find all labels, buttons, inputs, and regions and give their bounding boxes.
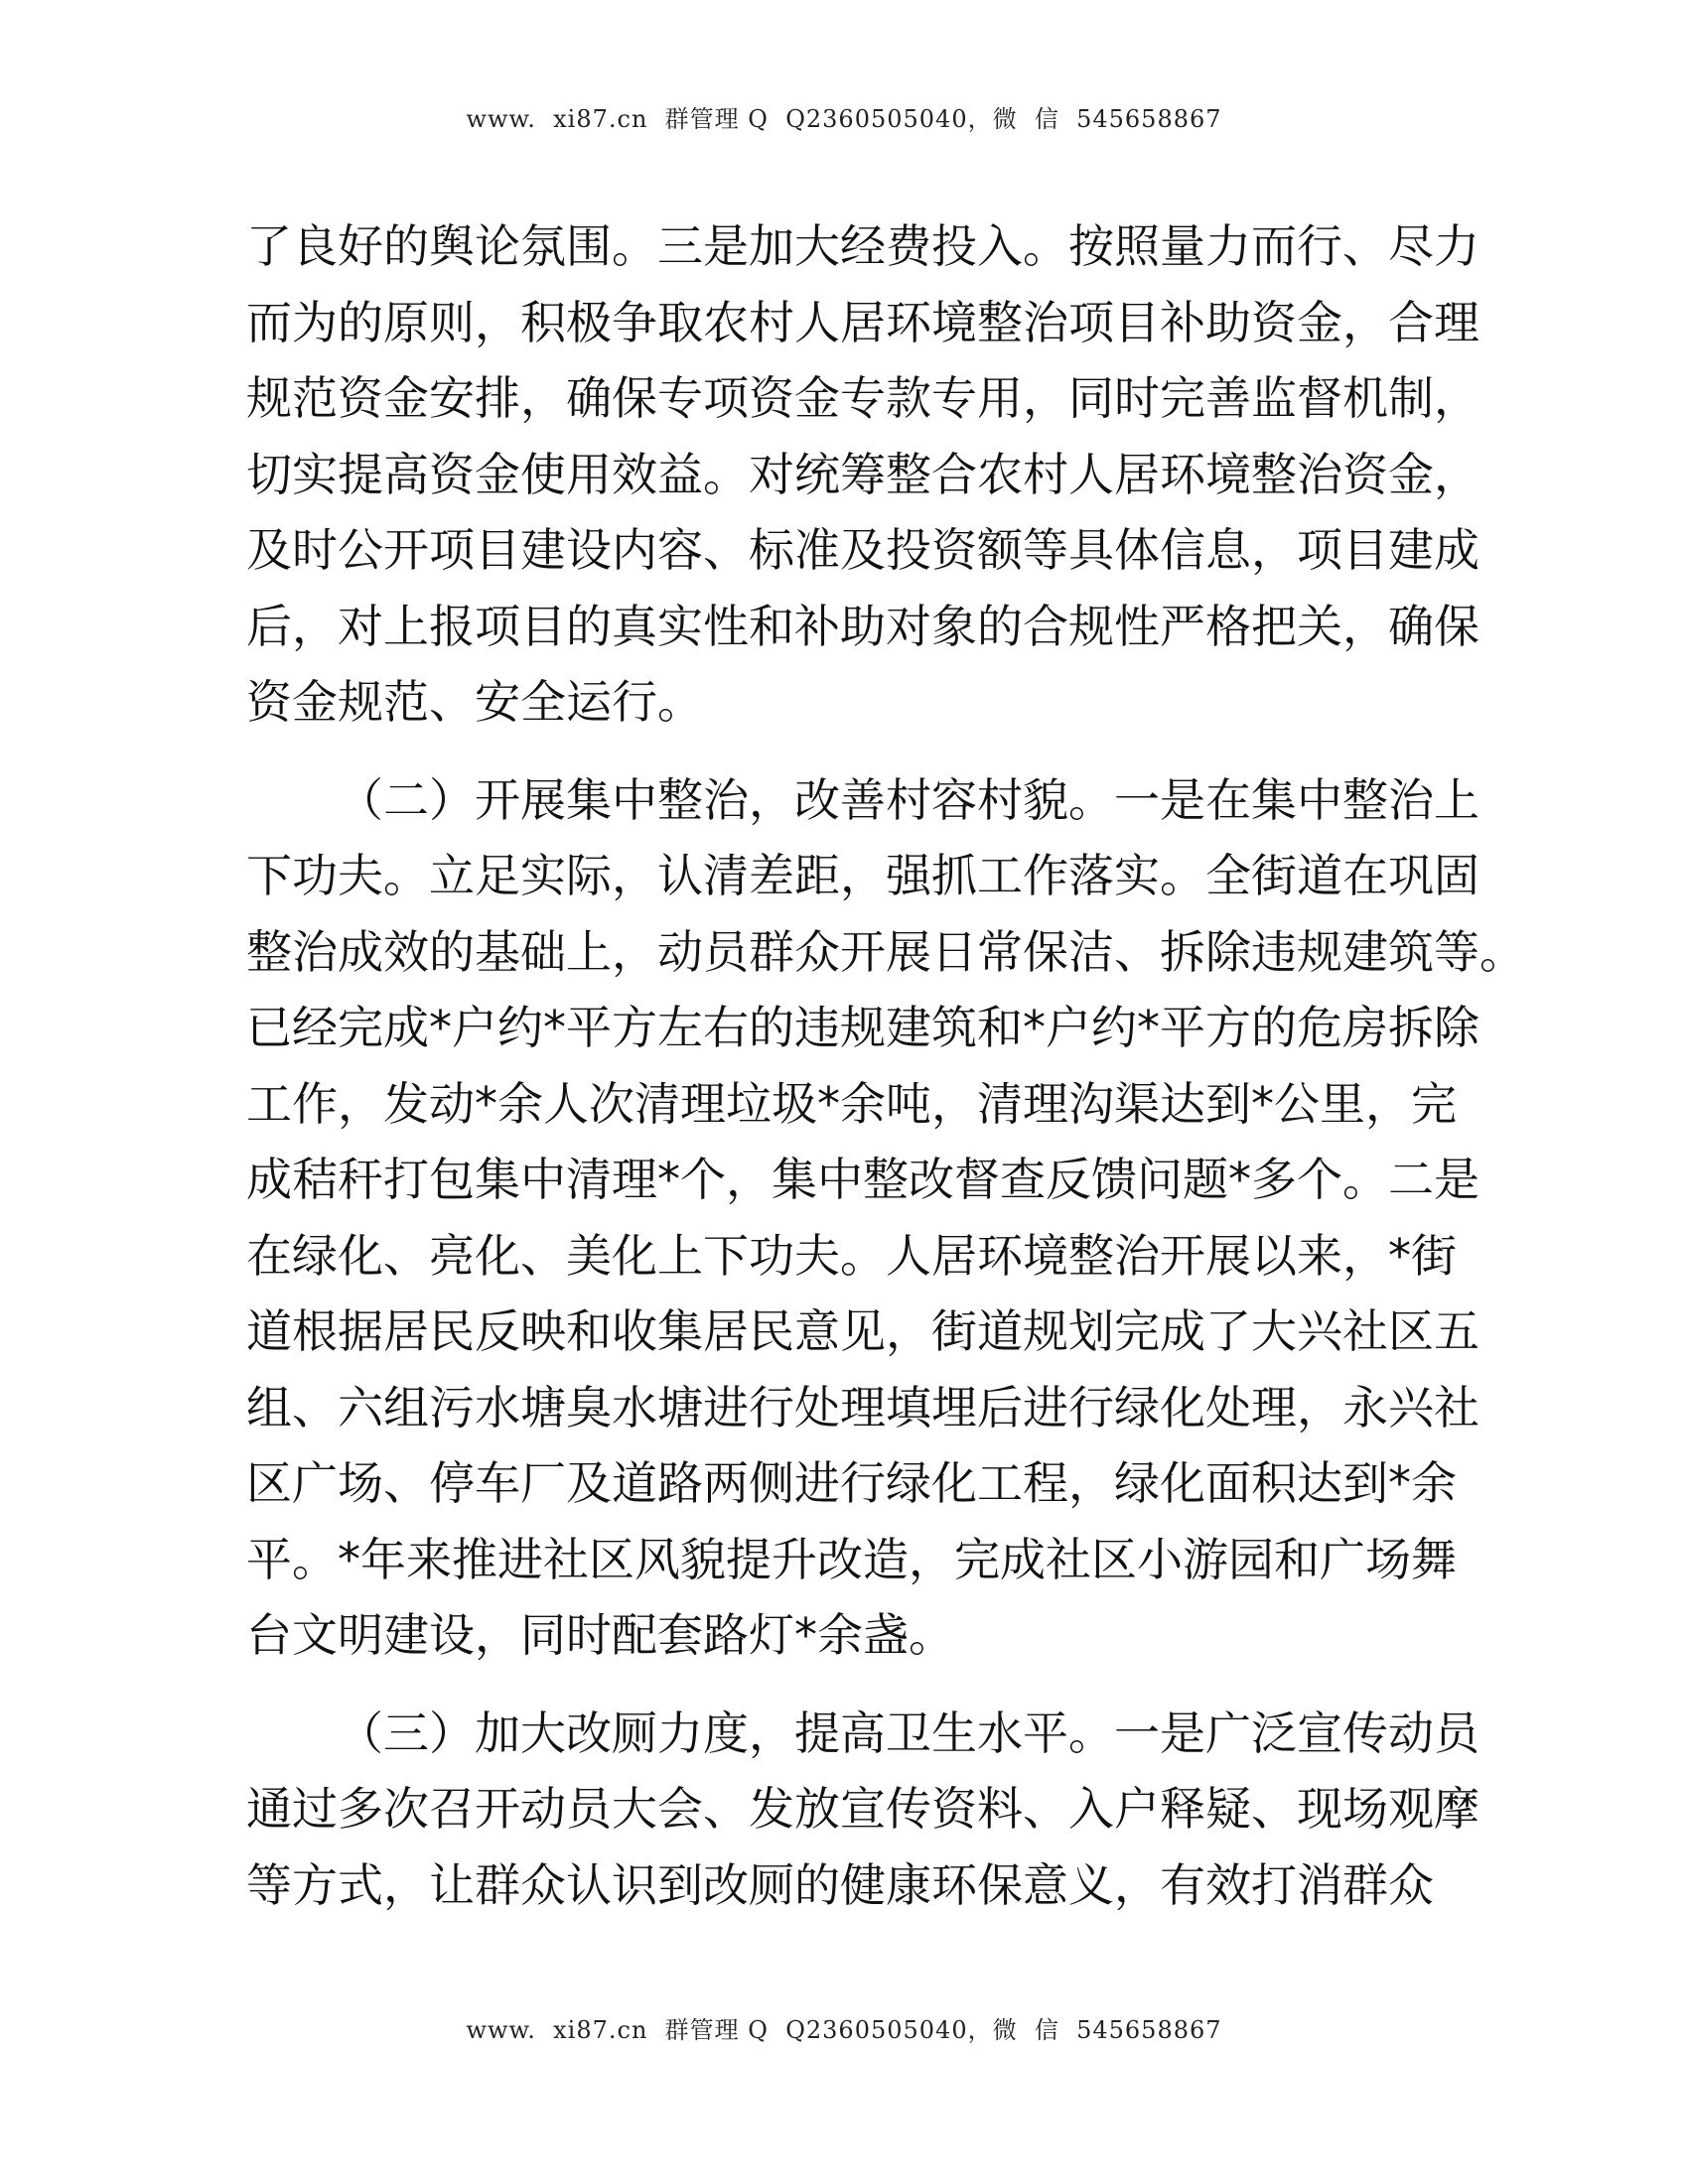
text-line: 平。*年来推进社区风貌提升改造，完成社区小游园和广场舞 — [246, 1532, 1457, 1586]
text-line: 切实提高资金使用效益。对统筹整合农村人居环境整治资金， — [246, 447, 1479, 501]
paragraph-3 — [246, 1696, 1479, 1924]
text-line: 区广场、停车厂及道路两侧进行绿化工程，绿化面积达到*余 — [246, 1456, 1457, 1510]
text-line: 资金规范、安全运行。 — [246, 675, 703, 729]
text-line: 规范资金安排，确保专项资金专款专用，同时完善监督机制， — [246, 371, 1479, 425]
text-line: 工作，发动*余人次清理垃圾*余吨，清理沟渠达到*公里，完 — [246, 1076, 1457, 1131]
text-line: 组、六组污水塘臭水塘进行处理填埋后进行绿化处理，永兴社 — [246, 1380, 1479, 1434]
paragraph-1 — [246, 208, 1479, 741]
text-line: 道根据居民反映和收集居民意见，街道规划完成了大兴社区五 — [246, 1304, 1479, 1358]
text-line: 通过多次召开动员大会、发放宣传资料、入户释疑、现场观摩 — [246, 1782, 1479, 1836]
text-line: 后，对上报项目的真实性和补助对象的合规性严格把关，确保 — [246, 599, 1479, 653]
text-line: 已经完成*户约*平方左右的违规建筑和*户约*平方的危房拆除 — [246, 1001, 1479, 1054]
page-footer-watermark: www. xi87.cn 群管理 Q Q2360505040，微 信 545658867 — [466, 2016, 1222, 2044]
text-line: 成秸秆打包集中清理*个，集中整改督查反馈问题*多个。二是 — [246, 1153, 1479, 1206]
paragraph-2 — [246, 762, 1525, 1674]
text-line: 及时公开项目建设内容、标准及投资额等具体信息，项目建成 — [246, 523, 1479, 577]
text-line: 而为的原则，积极争取农村人居环境整治项目补助资金，合理 — [246, 295, 1479, 349]
text-line: 在绿化、亮化、美化上下功夫。人居环境整治开展以来，*街 — [246, 1228, 1457, 1283]
text-line: 下功夫。立足实际，认清差距，强抓工作落实。全街道在巩固 — [246, 849, 1479, 902]
text-line: 台文明建设，同时配套路灯*余盏。 — [246, 1608, 954, 1662]
document-body — [246, 208, 1525, 1945]
text-line: 等方式，让群众认识到改厕的健康环保意义，有效打消群众 — [246, 1857, 1434, 1912]
text-line: 了良好的舆论氛围。三是加大经费投入。按照量力而行、尽力 — [246, 219, 1479, 273]
text-line: （三）加大改厕力度，提高卫生水平。一是广泛宣传动员 — [338, 1706, 1479, 1760]
text-line: 整治成效的基础上，动员群众开展日常保洁、拆除违规建筑等。 — [246, 924, 1525, 979]
page-header-watermark: www. xi87.cn 群管理 Q Q2360505040，微 信 545658867 — [466, 105, 1222, 133]
text-line: （二）开展集中整治，改善村容村貌。一是在集中整治上 — [338, 772, 1479, 827]
